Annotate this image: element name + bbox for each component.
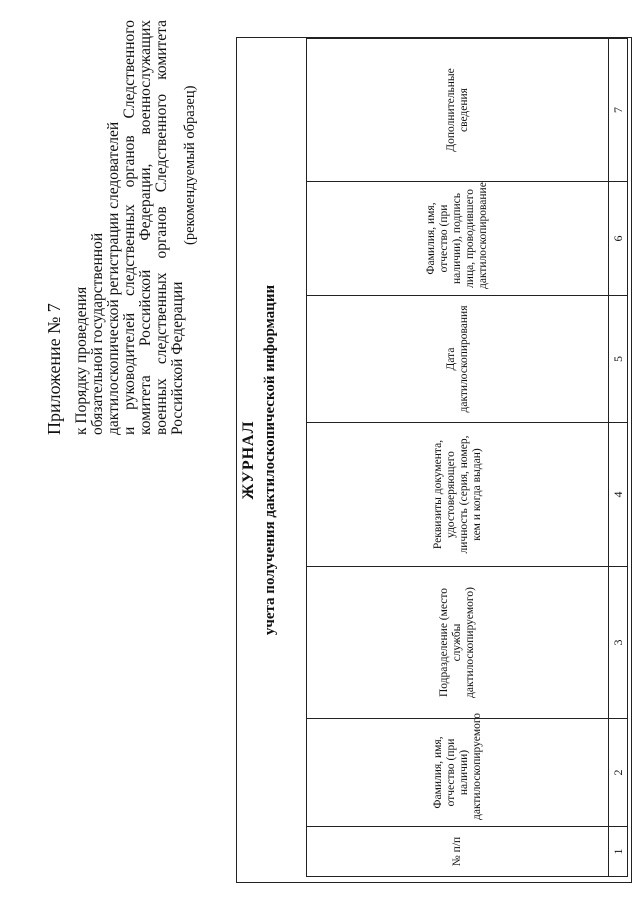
- column-header-additional: Дополнительные сведения: [307, 39, 609, 182]
- sample-note: (рекомендуемый образец): [182, 85, 198, 245]
- column-number: 5: [609, 296, 628, 423]
- appendix-line: и руководителей следственных органов Следственного: [121, 20, 138, 435]
- column-header-number: № п/п: [307, 827, 609, 877]
- appendix-line: дактилоскопической регистрации следователей: [105, 121, 122, 435]
- column-number: 3: [609, 567, 628, 719]
- appendix-reference: [74, 20, 186, 435]
- column-number: 2: [609, 719, 628, 827]
- column-header-document: Реквизиты документа, удостоверяющего личность (серия, номер, кем и когда выдан): [307, 423, 609, 567]
- column-number: 4: [609, 423, 628, 567]
- appendix-line: комитета Российской Федерации, военнослужащих: [137, 20, 154, 435]
- appendix-line: Российской Федерации: [169, 281, 186, 435]
- appendix-line: обязательной государственной: [89, 232, 106, 435]
- journal-title: ЖУРНАЛ: [240, 420, 257, 500]
- appendix-line: военных следственных органов Следственного комитета: [153, 20, 170, 435]
- column-header-examiner: Фамилия, имя, отчество (при наличии), подпись лица, проводившего дактилоскопирование: [307, 182, 609, 296]
- column-header-date: Дата дактилоскопирования: [307, 296, 609, 423]
- column-header-department: Подразделение (место службы дактилоскопируемого): [307, 567, 609, 719]
- column-number: 1: [609, 827, 628, 877]
- appendix-line: к Порядку проведения: [73, 286, 90, 435]
- column-header-name: Фамилия, имя, отчество (при наличии) дактилоскопируемого: [307, 719, 609, 827]
- journal-subtitle: учета получения дактилоскопической информации: [262, 284, 278, 636]
- journal-table: [306, 38, 628, 877]
- appendix-title: Приложение № 7: [44, 303, 64, 435]
- column-number: 6: [609, 182, 628, 296]
- column-number: 7: [609, 39, 628, 182]
- table-number-row: [609, 39, 628, 877]
- table-header-row: [307, 39, 609, 877]
